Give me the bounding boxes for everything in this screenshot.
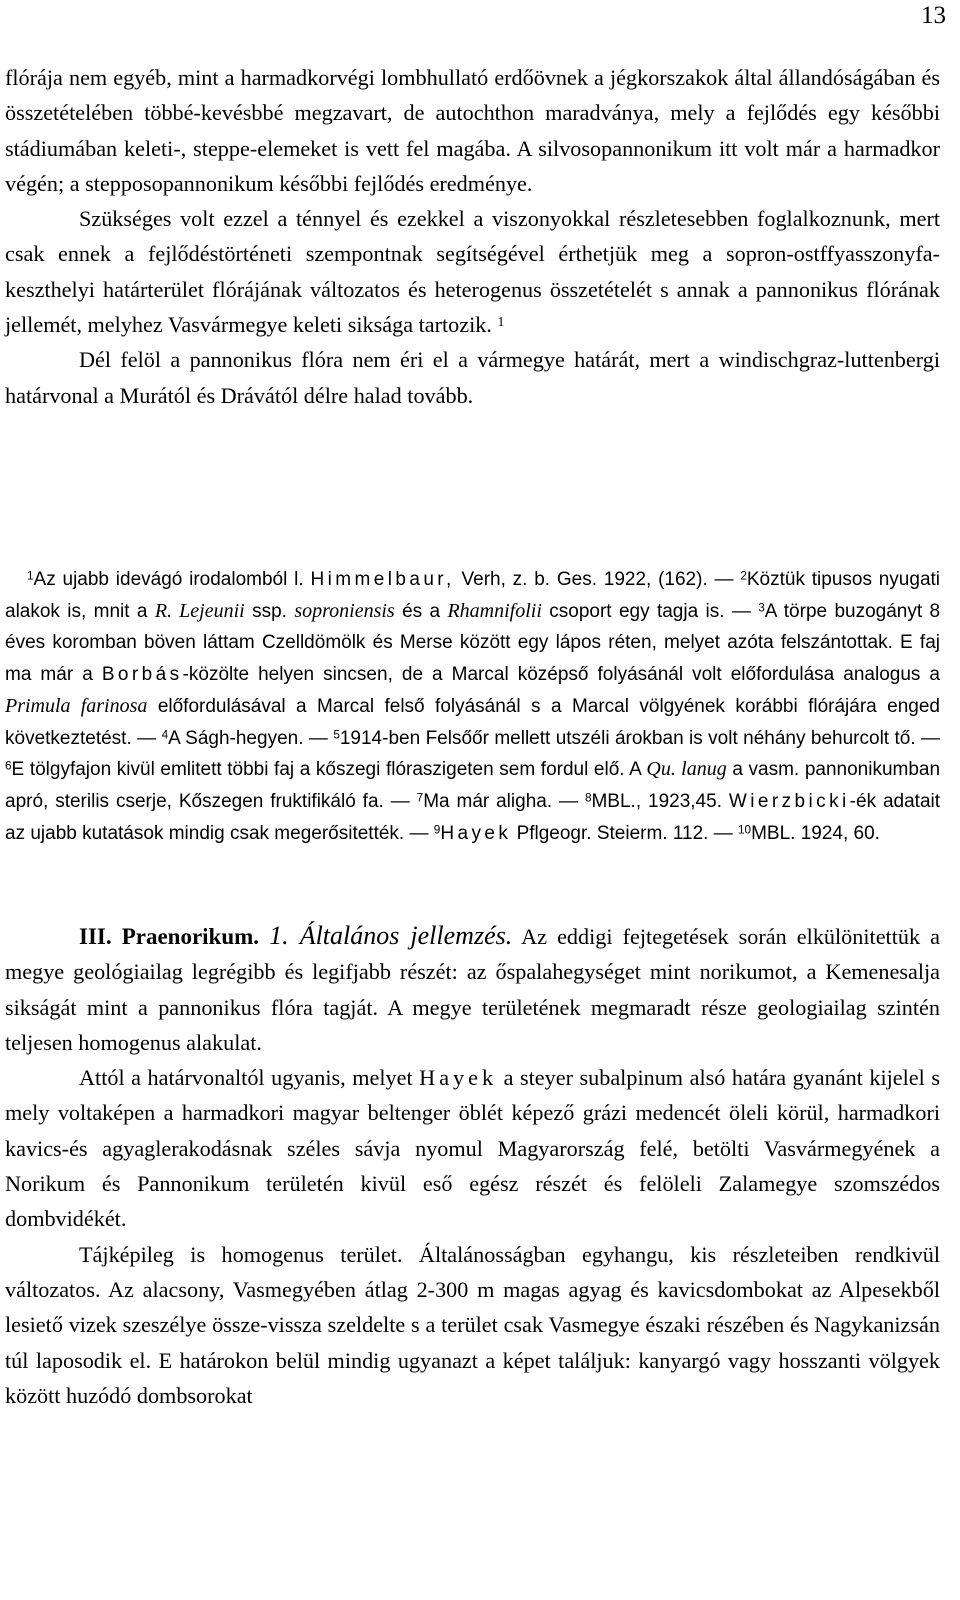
footnote-author: Borbás bbox=[101, 664, 183, 686]
footnote-text: ssp. bbox=[252, 600, 287, 622]
footnote-number: 10 bbox=[738, 823, 752, 837]
section-paragraph-2-text-rest: a steyer subalpinum alsó határa gyanánt kijelel s mely voltaképen a harmadkori magyar beltenger öblét képező grázi medencét öleli körül, harmadkori kavics-és agyaglerakodásnak széles sávja nyomul Magyarország felé, betölti Vasvármegyének a Norikum és Pannonikum területén kivül eső egész részét és felöleli Zalamegye szomszédos dombvidékét. bbox=[5, 1065, 940, 1232]
footnote-number: 1 bbox=[27, 569, 34, 583]
section-paragraph-2-text: Attól a határvonaltól ugyanis, melyet bbox=[79, 1065, 413, 1091]
footnote-number: 7 bbox=[416, 791, 424, 805]
footnote-text: A Ságh-hegyen. — bbox=[168, 727, 328, 749]
paragraph-3: Dél felöl a pannonikus flóra nem éri el a vármegye határát, mert a windischgraz-luttenbergi határvonal a Murától és Drávától délre halad tovább. bbox=[5, 347, 940, 408]
footnote-text: Pflgeogr. Steierm. 112. — bbox=[516, 822, 733, 844]
footnote-text: E tölgyfajon kivül emlitett többi faj a kőszegi flóraszigeten sem fordul elő. A bbox=[11, 759, 641, 781]
paragraph-2-text: Szükséges volt ezzel a ténnyel és ezekkel a viszonyokkal részletesebben foglalkoznunk, mert csak ennek a fejlődéstörténeti szempontnak segítségével érthetjük meg a sopron-ostffyasszonyfa-keszthelyi határterület flórájának változatos és heterogenus összetételét s annak a pannonikus flórának jellemét, melyhez Vasvármegye keleti siksága tartozik. bbox=[5, 206, 940, 338]
section-title: Praenorikum. bbox=[121, 924, 260, 949]
section-subtitle: 1. Általános jellemzés. bbox=[269, 921, 513, 950]
footnote-text: Verh, z. b. Ges. 1922, (162). — bbox=[461, 569, 734, 590]
footnote-text: Köztük tipusos nyugati alakok is, mnit a bbox=[5, 569, 941, 622]
footnotes bbox=[5, 564, 940, 849]
footnote-text: csoport egy tagja is. — bbox=[549, 600, 751, 622]
section-number: III. bbox=[79, 924, 112, 949]
section-author: Hayek bbox=[419, 1065, 498, 1091]
species-name: R. Lejeunii bbox=[154, 599, 245, 622]
paragraph-1: flórája nem egyéb, mint a harmadkorvégi lombhullató erdőövnek a jégkorszakok által állandóságában és összetételében többé-kevésbbé megzavart, de autochthon maradványa, mely a fejlődés egy későbbi stádiumában keleti-, steppe-elemeket is vett fel magába. A silvosopannonikum itt volt már a harmadkor végén; a stepposopannonikum későbbi fejlődés eredménye. bbox=[5, 65, 940, 196]
page-number: 13 bbox=[921, 2, 946, 29]
footnote-number: 3 bbox=[758, 601, 765, 615]
species-name: Primula farinosa bbox=[5, 694, 148, 717]
section-paragraph-2 bbox=[5, 1060, 940, 1236]
section-paragraph-1 bbox=[5, 918, 940, 1060]
footnote-text: MBL. 1924, 60. bbox=[751, 822, 880, 844]
main-text bbox=[5, 60, 940, 413]
footnote-author: Himmelbaur, bbox=[310, 569, 455, 590]
footnote-author: Wierzbicki bbox=[728, 790, 850, 812]
footnote-number: 2 bbox=[740, 569, 747, 583]
section-praenorikum bbox=[5, 918, 940, 1413]
footnote-text: a vasm. pannonikumban apró, sterilis cserje, Kőszegen fruktifikáló fa. — bbox=[5, 759, 941, 812]
paragraph-2 bbox=[5, 201, 940, 342]
footnote-author: Hayek bbox=[440, 822, 512, 844]
footnote-text: 1914-ben Felsőőr mellett utszéli árokban is volt néhány behurcolt tő. — bbox=[339, 727, 941, 749]
footnote-text: Ma már aligha. — bbox=[423, 790, 579, 812]
footnote-text: Az ujabb idevágó irodalomból l. bbox=[33, 569, 304, 590]
footnote-number: 6 bbox=[5, 759, 12, 773]
footnote-number: 5 bbox=[333, 728, 340, 742]
species-name: soproniensis bbox=[294, 599, 395, 622]
footnote-text: -ék adatait az ujabb kutatások mindig csak megerősitették. — bbox=[5, 790, 941, 844]
footnote-text: A törpe buzogányt 8 éves koromban böven láttam Czelldömölk és Merse között egy lápos réten, melyet azóta felszántottak. E faj ma már a bbox=[5, 600, 941, 686]
footnote-number: 9 bbox=[433, 823, 441, 837]
section-paragraph-1-text: Az eddigi fejtegetések során elkülönitettük a megye geológiailag legrégibb és legifjabb részét: az őspalahegységet mint norikumot, a Kemenesalja sikságát mint a pannonikus flóra tagját. A megye területének megmaradt része geologiailag szintén teljesen homogenus alakulat. bbox=[5, 924, 940, 1055]
footnote-number: 8 bbox=[584, 791, 592, 805]
footnote-block bbox=[5, 564, 940, 849]
footnote-number: 4 bbox=[161, 728, 169, 742]
section-paragraph-3: Tájképileg is homogenus terület. Általánosságban egyhangu, kis részleteiben rendkivül változatos. Az alacsony, Vasmegyében átlag 2-300 m magas agyag és kavicsdombokat az Alpesekből lesiető vizek szeszélye össze-vissza szeldelte s a terület csak Vasmegye északi részében és Nagykanizsán túl laposodik el. E határokon belül mindig ugyanazt a képet találjuk: kanyargó vagy hosszanti völgyek között huzódó dombsorokat bbox=[5, 1241, 940, 1408]
species-name: Rhamnifolii bbox=[447, 599, 542, 622]
species-name: Qu. lanug bbox=[646, 758, 727, 781]
footnote-text: -közölte helyen sincsen, de a Marcal középső folyásánál volt előfordulása analogus a bbox=[182, 664, 940, 686]
footnote-text: és a bbox=[402, 600, 441, 622]
footnote-text: előfordulásával a Marcal felső folyásánál s a Marcal völgyének korábbi flórájára enged következtetést. — bbox=[5, 695, 941, 749]
footnote-ref-marker: 1 bbox=[497, 313, 505, 329]
footnote-text: MBL., 1923,45. bbox=[591, 790, 722, 812]
